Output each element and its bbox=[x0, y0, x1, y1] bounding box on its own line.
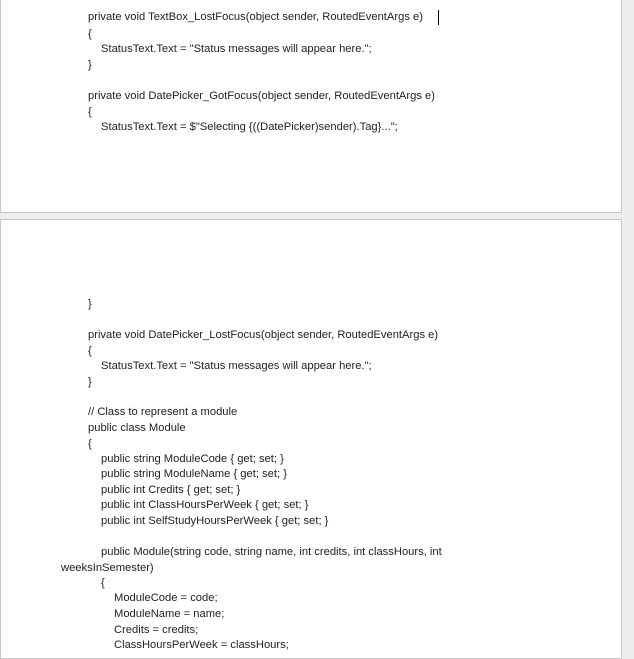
code-line[interactable]: { bbox=[101, 577, 105, 589]
code-line[interactable]: Credits = credits; bbox=[114, 624, 199, 636]
code-line[interactable]: private void DatePicker_GotFocus(object sender, RoutedEventArgs e) bbox=[88, 90, 435, 102]
code-line[interactable]: public int SelfStudyHoursPerWeek { get; set; } bbox=[101, 515, 329, 527]
code-line[interactable]: private void TextBox_LostFocus(object sender, RoutedEventArgs e) bbox=[88, 11, 423, 23]
text-cursor bbox=[438, 10, 439, 25]
code-line[interactable]: weeksInSemester) bbox=[61, 562, 154, 574]
code-line[interactable]: public class Module bbox=[88, 422, 186, 434]
code-line[interactable]: private void DatePicker_LostFocus(object sender, RoutedEventArgs e) bbox=[88, 329, 439, 341]
code-comment[interactable]: // Class to represent a module bbox=[88, 406, 238, 418]
code-line[interactable]: { bbox=[88, 28, 92, 40]
code-line[interactable]: StatusText.Text = "Status messages will appear here."; bbox=[101, 360, 372, 372]
code-line[interactable]: ModuleCode = code; bbox=[114, 592, 218, 604]
code-line[interactable]: } bbox=[88, 59, 92, 71]
code-line[interactable]: public int Credits { get; set; } bbox=[101, 484, 241, 496]
code-line[interactable]: } bbox=[88, 298, 92, 310]
code-line[interactable]: public string ModuleName { get; set; } bbox=[101, 468, 287, 480]
code-line[interactable]: ClassHoursPerWeek = classHours; bbox=[114, 639, 289, 651]
code-line[interactable]: StatusText.Text = $"Selecting {((DatePicker)sender).Tag}..."; bbox=[101, 121, 398, 133]
code-line[interactable]: ModuleName = name; bbox=[114, 608, 225, 620]
workspace-gutter bbox=[622, 0, 634, 646]
document-page-2[interactable] bbox=[0, 219, 622, 659]
code-line[interactable]: } bbox=[88, 376, 92, 388]
code-line[interactable]: { bbox=[88, 345, 92, 357]
code-line[interactable]: public Module(string code, string name, int credits, int classHours, int bbox=[101, 546, 442, 558]
document-page-1[interactable] bbox=[0, 0, 622, 213]
code-line[interactable]: StatusText.Text = "Status messages will appear here."; bbox=[101, 43, 372, 55]
code-line[interactable]: public int ClassHoursPerWeek { get; set; } bbox=[101, 499, 309, 511]
code-line[interactable]: { bbox=[88, 106, 92, 118]
code-line[interactable]: { bbox=[88, 438, 92, 450]
code-line[interactable]: public string ModuleCode { get; set; } bbox=[101, 453, 284, 465]
